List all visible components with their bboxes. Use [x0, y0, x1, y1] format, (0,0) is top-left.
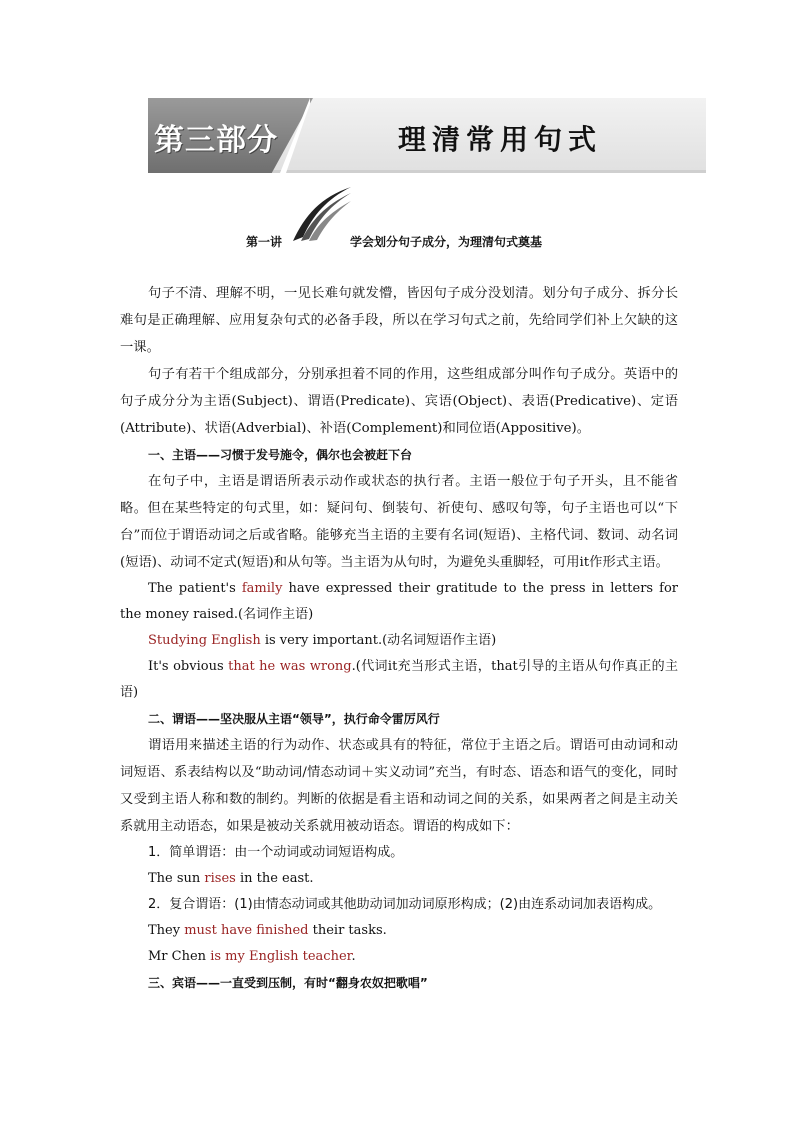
example-highlight: family — [241, 581, 283, 596]
swoosh-icon — [291, 185, 353, 243]
subject-example-3 — [120, 654, 678, 706]
lecture-number: 第一讲 — [246, 235, 283, 249]
lecture-header — [246, 185, 586, 250]
example-highlight: must have finished — [184, 923, 309, 938]
example-text: The patient's — [148, 581, 242, 596]
example-highlight: rises — [204, 871, 236, 886]
subject-example-1 — [120, 576, 678, 628]
predicate-example-2 — [120, 918, 678, 944]
example-text: have expressed their gratitude to the press in letters for the money raised.(名词作主语) — [120, 581, 678, 622]
subject-heading: 一、主语——习惯于发号施令，偶尔也会被赶下台 — [148, 448, 413, 462]
example-highlight: that he was wrong — [228, 659, 352, 674]
example-highlight: is my English teacher — [210, 949, 352, 964]
example-text: It's obvious — [148, 659, 229, 674]
object-heading: 三、宾语——一直受到压制，有时“翻身农奴把歌唱” — [148, 976, 428, 990]
intro-paragraph-2: 句子有若干个组成部分，分别承担着不同的作用，这些组成部分叫作句子成分。英语中的句子成分分为主语(Subject)、谓语(Predicate)、宾语(Object)、表语(Predicative)、定语(Attribute)、状语(Adverbial)、补语(Complement)和同位语(Appositive)。 — [120, 367, 678, 436]
example-text: .(代词it充当形式主语，that引导的主语从句作真正的主语) — [120, 659, 678, 700]
predicate-body: 谓语用来描述主语的行为动作、状态或具有的特征，常位于主语之后。谓语可由动词和动词短语、系表结构以及“助动词/情态动词＋实义动词”充当，有时态、语态和语气的变化，同时又受到主语人称和数的制约。判断的依据是看主语和动词之间的关系，如果两者之间是主动关系就用主动语态，如果是被动关系就用被动语态。谓语的构成如下： — [120, 738, 678, 834]
example-text: Mr Chen — [148, 949, 211, 964]
predicate-example-3 — [120, 944, 678, 970]
predicate-heading: 二、谓语——坚决服从主语“领导”，执行命令雷厉风行 — [148, 712, 440, 726]
example-text: The sun — [148, 871, 205, 886]
example-text: They — [148, 923, 185, 938]
intro-paragraph-1: 句子不清、理解不明，一见长难句就发懵，皆因句子成分没划清。划分句子成分、拆分长难句是正确理解、应用复杂句式的必备手段，所以在学习句式之前，先给同学们补上欠缺的这一课。 — [120, 286, 678, 355]
banner-part-label: 第三部分 — [154, 123, 278, 158]
lecture-title: 学会划分句子成分，为理清句式奠基 — [350, 235, 543, 249]
subject-body: 在句子中，主语是谓语所表示动作或状态的执行者。主语一般位于句子开头，且不能省略。但在某些特定的句式里，如：疑问句、倒装句、祈使句、感叹句等，句子主语也可以“下台”而位于谓语动词之后或省略。能够充当主语的主要有名词(短语)、主格代词、数词、动名词(短语)、动词不定式(短语)和从句等。当主语为从句时，为避免头重脚轻，可用it作形式主语。 — [120, 474, 678, 570]
example-text: . — [351, 949, 356, 964]
example-text: is very important.(动名词短语作主语) — [260, 633, 497, 648]
example-text: their tasks. — [308, 923, 387, 938]
document-body — [120, 280, 678, 996]
section-banner — [148, 98, 706, 173]
predicate-item-2: 2．复合谓语：(1)由情态动词或其他助动词加动词原形构成；(2)由连系动词加表语构成。 — [148, 897, 662, 912]
predicate-item-1: 1．简单谓语：由一个动词或动词短语构成。 — [148, 845, 404, 860]
example-text: in the east. — [235, 871, 314, 886]
predicate-example-1 — [120, 866, 678, 892]
banner-title: 理清常用句式 — [398, 123, 603, 156]
subject-example-2 — [120, 628, 678, 654]
example-highlight: Studying English — [148, 633, 261, 648]
